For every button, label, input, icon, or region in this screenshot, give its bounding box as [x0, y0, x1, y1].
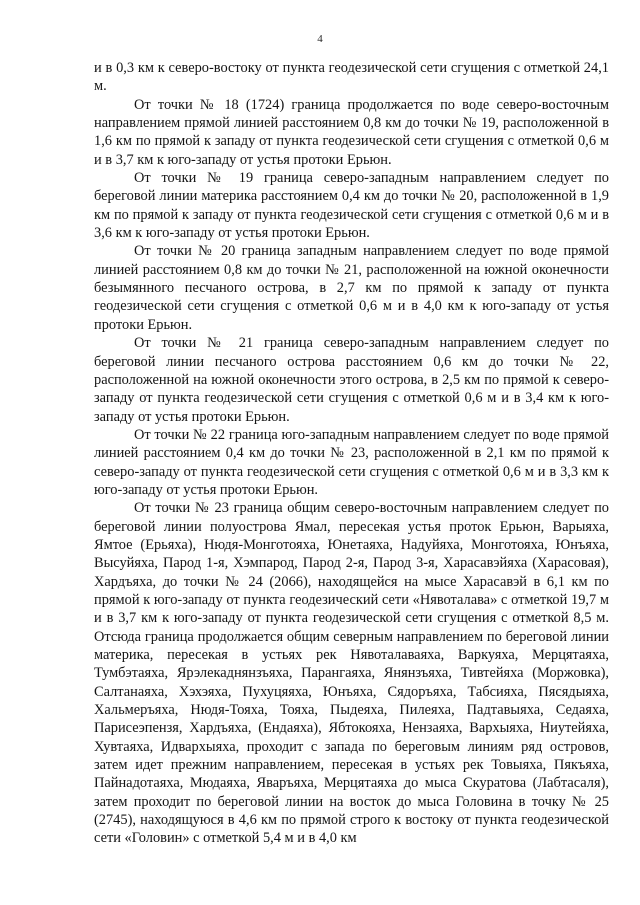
paragraph-point-18: От точки № 18 (1724) граница продолжается по воде северо-восточным направлением прямой линией расстоянием 0,8 км до точки № 19, расположенной в 1,6 км по прямой к западу от пункта геодезической сети сгущения с отметкой 0,6 м и в 3,7 км к юго-западу от устья протоки Ерьюн.: [94, 96, 609, 168]
paragraph-point-20: От точки № 20 граница западным направлением следует по воде прямой линией расстоянием 0,8 км до точки № 21, расположенной на южной оконечности безымянного песчаного острова, в 2,7 км по прямой к западу от пункта геодезической сети сгущения с отметкой 0,6 м и в 4,0 км к юго-западу от устья протоки Ерьюн.: [94, 243, 609, 333]
paragraph-point-23: От точки № 23 граница общим северо-восточным направлением следует по береговой линии полуострова Ямал, пересекая устья проток Ерьюн, Варыяха, Ямтое (Ерьяха), Нюдя-Монготояха, Юнетаяха, Надуйяха, Монготояха, Юнъяха, Высуйяха, Парод 1-я, Хэмпарод, Парод 2-я, Парод 3-я, Харасавэйяха (Харасовая), Хардъяха, до точки № 24 (2066), находящейся на мысе Харасавэй в 6,1 км по прямой к юго-западу от пункта геодезический сети «Нявоталава» с отметкой 19,7 м и в 3,7 км к юго-западу от пункта геодезической сети сгущения с отметкой 8,5 м. Отсюда граница продолжается общим северным направлением по береговой линии материка, пересекая в устьях рек Нявоталаваяха, Варкуяха, Мерцятаяха, Тумбэтаяха, Ярэлекаднянзъяха, Парангаяха, Янянзъяха, Тивтейяха (Моржовка), Салтанаяха, Хэхэяха, Пухуцяяха, Юнъяха, Сядоръяха, Табсияха, Пясядыяха, Хальмеръяха, Нюдя-Тояха, Тояха, Пыдеяха, Пилеяха, Падтавыяха, Седаяха, Парисеэпензя, Хардъяха, (Ендаяха), Ябтокояха, Нензаяха, Вархыяха, Ниутейяха, Хувтаяха, Идвархыяха, проходит с запада по береговым линиям ряд островов, затем идет прежним направлением, пересекая в устьях рек Товыяха, Пякъяха, Пайнадотаяха, Мюдаяха, Яваръяха, Мерцятаяха до мыса Скуратова (Лабтасаля), затем проходит по береговой линии на восток до мыса Головина в точку № 25 (2745), находящуюся в 4,6 км по прямой строго к востоку от пункта геодезической сети «Головин» с отметкой 5,4 м и в 4,0 км: [94, 500, 609, 847]
paragraph-point-19: От точки № 19 граница северо-западным направлением следует по береговой линии материка расстоянием 0,4 км до точки № 20, расположенной в 1,9 км по прямой к западу от пункта геодезической сети сгущения с отметкой 0,6 м и в 3,6 км к юго-западу от устья протоки Ерьюн.: [94, 170, 609, 242]
paragraph-continuation: и в 0,3 км к северо-востоку от пункта геодезической сети сгущения с отметкой 24,1 м.: [94, 60, 609, 95]
paragraph-point-21: От точки № 21 граница северо-западным направлением следует по береговой линии песчаного острова расстоянием 0,6 км до точки № 22, расположенной на южной оконечности этого острова, в 2,5 км по прямой к северо-западу от пункта геодезической сети сгущения с отметкой 0,6 м и в 3,4 км к юго-западу от устья протоки Ерьюн.: [94, 335, 609, 425]
document-body: [94, 59, 609, 848]
page-number: 4: [317, 33, 323, 45]
paragraph-point-22: От точки № 22 граница юго-западным направлением следует по воде прямой линией расстоянием 0,4 км до точки № 23, расположенной в 2,1 км по прямой к северо-западу от пункта геодезической сети сгущения с отметкой 0,6 м и в 3,3 км к юго-западу от устья протоки Ерьюн.: [94, 426, 609, 498]
